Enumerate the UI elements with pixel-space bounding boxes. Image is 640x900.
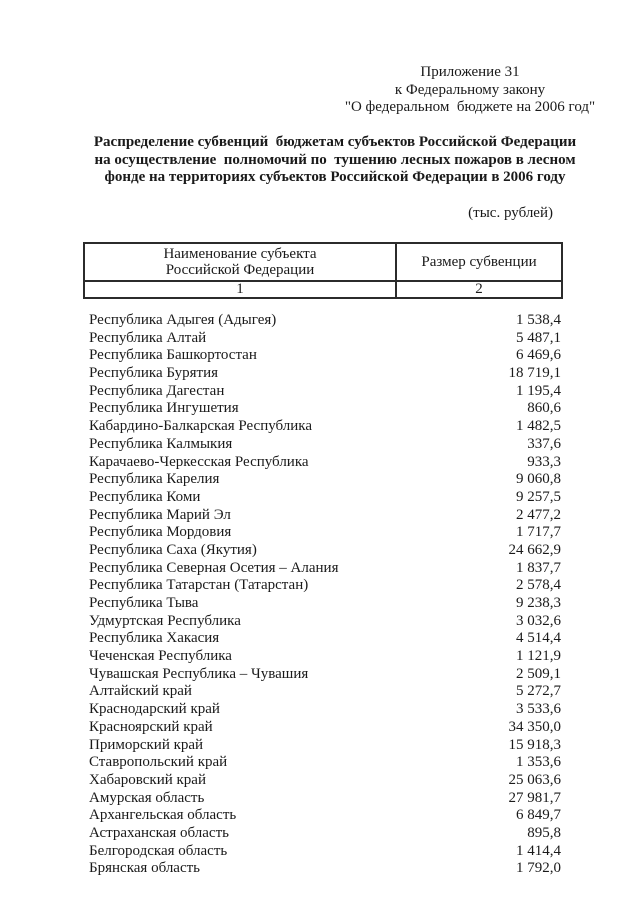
- table-row: [83, 365, 563, 383]
- table-row: [83, 825, 563, 843]
- subject-name: Карачаево-Черкесская Республика: [89, 453, 309, 470]
- subvention-value: 2 509,1: [516, 665, 561, 682]
- annex-header: [334, 64, 606, 117]
- annex-line: к Федеральному закону: [394, 81, 546, 98]
- column-index-1-label: 1: [236, 281, 244, 298]
- table-row: [83, 383, 563, 401]
- table-row: [83, 560, 563, 578]
- subvention-value: 25 063,6: [508, 771, 561, 788]
- subvention-value: 1 538,4: [516, 312, 561, 328]
- table-row: [83, 489, 563, 507]
- subvention-value: 9 238,3: [516, 595, 561, 611]
- subvention-value: 337,6: [527, 435, 561, 452]
- subject-name: Республика Марий Эл: [89, 506, 231, 523]
- subvention-value: 2 578,4: [516, 577, 561, 594]
- subvention-value: 895,8: [527, 824, 561, 841]
- table-row: [83, 719, 563, 737]
- subject-name: Республика Тыва: [89, 595, 199, 611]
- subject-name: Республика Дагестан: [89, 382, 225, 399]
- subject-name: Республика Татарстан (Татарстан): [89, 577, 309, 594]
- subvention-value: 6 849,7: [516, 807, 561, 824]
- subject-name: Брянская область: [89, 860, 201, 877]
- subvention-value: 3 533,6: [516, 701, 561, 718]
- table-row: [83, 843, 563, 861]
- subvention-value: 15 918,3: [508, 736, 561, 753]
- subvention-value: 1 717,7: [516, 524, 561, 541]
- subject-name: Чувашская Республика – Чувашия: [89, 665, 309, 682]
- subvention-value: 9 060,8: [516, 471, 561, 488]
- subvention-value: 1 482,5: [516, 418, 561, 435]
- subvention-value: 6 469,6: [516, 347, 561, 364]
- subject-name: Республика Ингушетия: [89, 400, 239, 417]
- subject-name: Чеченская Республика: [89, 648, 232, 665]
- subvention-value: 1 121,9: [516, 648, 561, 665]
- subvention-value: 933,3: [527, 453, 561, 470]
- table-row: [83, 400, 563, 418]
- table-row: [83, 454, 563, 472]
- table-row: [83, 666, 563, 684]
- subvention-value: 1 837,7: [516, 559, 561, 576]
- table-row: [83, 330, 563, 348]
- subject-name: Приморский край: [89, 736, 204, 753]
- subvention-value: 27 981,7: [508, 789, 561, 806]
- subvention-value: 24 662,9: [508, 541, 561, 558]
- subject-name: Архангельская область: [89, 807, 237, 824]
- table-row: [83, 542, 563, 560]
- table-row: [83, 613, 563, 631]
- subject-name: Ставропольский край: [89, 754, 228, 771]
- table-index-row: [85, 282, 561, 297]
- table-row: [83, 737, 563, 755]
- table-row: [83, 701, 563, 719]
- subject-name: Республика Алтай: [89, 329, 207, 346]
- table-row: [83, 471, 563, 489]
- table-row: [83, 648, 563, 666]
- title-line: Распределение субвенций бюджетам субъектов Российской Федерации: [93, 134, 577, 150]
- column-header-subvention-size: [397, 244, 561, 280]
- table-row: [83, 754, 563, 772]
- subvention-value: 34 350,0: [508, 718, 561, 735]
- subvention-value: 4 514,4: [516, 630, 561, 647]
- table-row: [83, 312, 563, 330]
- subvention-value: 9 257,5: [516, 488, 561, 505]
- column-index-2: [397, 282, 561, 297]
- units-note: (тыс. рублей): [468, 205, 553, 221]
- table-row: [83, 790, 563, 808]
- subject-name: Республика Карелия: [89, 471, 220, 488]
- subject-name: Красноярский край: [89, 718, 213, 735]
- table-row: [83, 807, 563, 825]
- subvention-value: 1 414,4: [516, 842, 561, 859]
- subject-name: Астраханская область: [89, 824, 229, 841]
- subject-name: Кабардино-Балкарская Республика: [89, 418, 313, 435]
- subvention-value: 18 719,1: [508, 365, 561, 382]
- annex-line: Приложение 31: [420, 64, 520, 80]
- column-index-1: [85, 282, 397, 297]
- table-row: [83, 507, 563, 525]
- column-index-2-label: 2: [475, 281, 483, 297]
- subject-name: Республика Адыгея (Адыгея): [89, 312, 277, 328]
- subject-name: Удмуртская Республика: [89, 612, 241, 629]
- table-row: [83, 436, 563, 454]
- subvention-value: 860,6: [527, 400, 561, 417]
- subject-name: Республика Коми: [89, 488, 201, 505]
- table-rows: [83, 312, 563, 878]
- subject-name: Республика Мордовия: [89, 524, 232, 541]
- table-row: [83, 772, 563, 790]
- subject-name: Республика Хакасия: [89, 630, 220, 647]
- table-header-row: [85, 244, 561, 282]
- column-header-subject-name: [85, 244, 397, 280]
- table-row: [83, 347, 563, 365]
- subvention-value: 2 477,2: [516, 506, 561, 523]
- subject-name: Хабаровский край: [89, 771, 206, 788]
- subject-name: Краснодарский край: [89, 701, 220, 718]
- subject-name: Республика Калмыкия: [89, 435, 233, 452]
- column-header-subject-name-label: Наименование субъекта Российской Федерации: [163, 245, 317, 278]
- annex-line: "О федеральном бюджете на 2006 год": [344, 99, 596, 115]
- table-row: [83, 524, 563, 542]
- title-line: фонде на территориях субъектов Российской Федерации в 2006 году: [104, 169, 566, 186]
- title-line: на осуществление полномочий по тушению лесных пожаров в лесном: [94, 151, 576, 168]
- table-row: [83, 630, 563, 648]
- subject-name: Республика Башкортостан: [89, 347, 257, 364]
- subvention-value: 5 272,7: [516, 683, 561, 700]
- subject-name: Республика Саха (Якутия): [89, 541, 257, 558]
- subject-name: Республика Бурятия: [89, 365, 219, 382]
- table-row: [83, 595, 563, 613]
- subvention-value: 5 487,1: [516, 329, 561, 346]
- subvention-value: 1 195,4: [516, 382, 561, 399]
- table-row: [83, 683, 563, 701]
- table-row: [83, 577, 563, 595]
- subvention-value: 3 032,6: [516, 612, 561, 629]
- subject-name: Амурская область: [89, 789, 205, 806]
- subvention-value: 1 353,6: [516, 754, 561, 771]
- document-title: [35, 134, 635, 187]
- subvention-value: 1 792,0: [516, 860, 561, 877]
- subject-name: Алтайский край: [89, 683, 192, 700]
- table-row: [83, 418, 563, 436]
- table-row: [83, 860, 563, 878]
- table-header: [83, 242, 563, 299]
- column-header-subvention-size-label: Размер субвенции: [421, 253, 537, 270]
- subject-name: Белгородская область: [89, 842, 228, 859]
- subject-name: Республика Северная Осетия – Алания: [89, 559, 339, 576]
